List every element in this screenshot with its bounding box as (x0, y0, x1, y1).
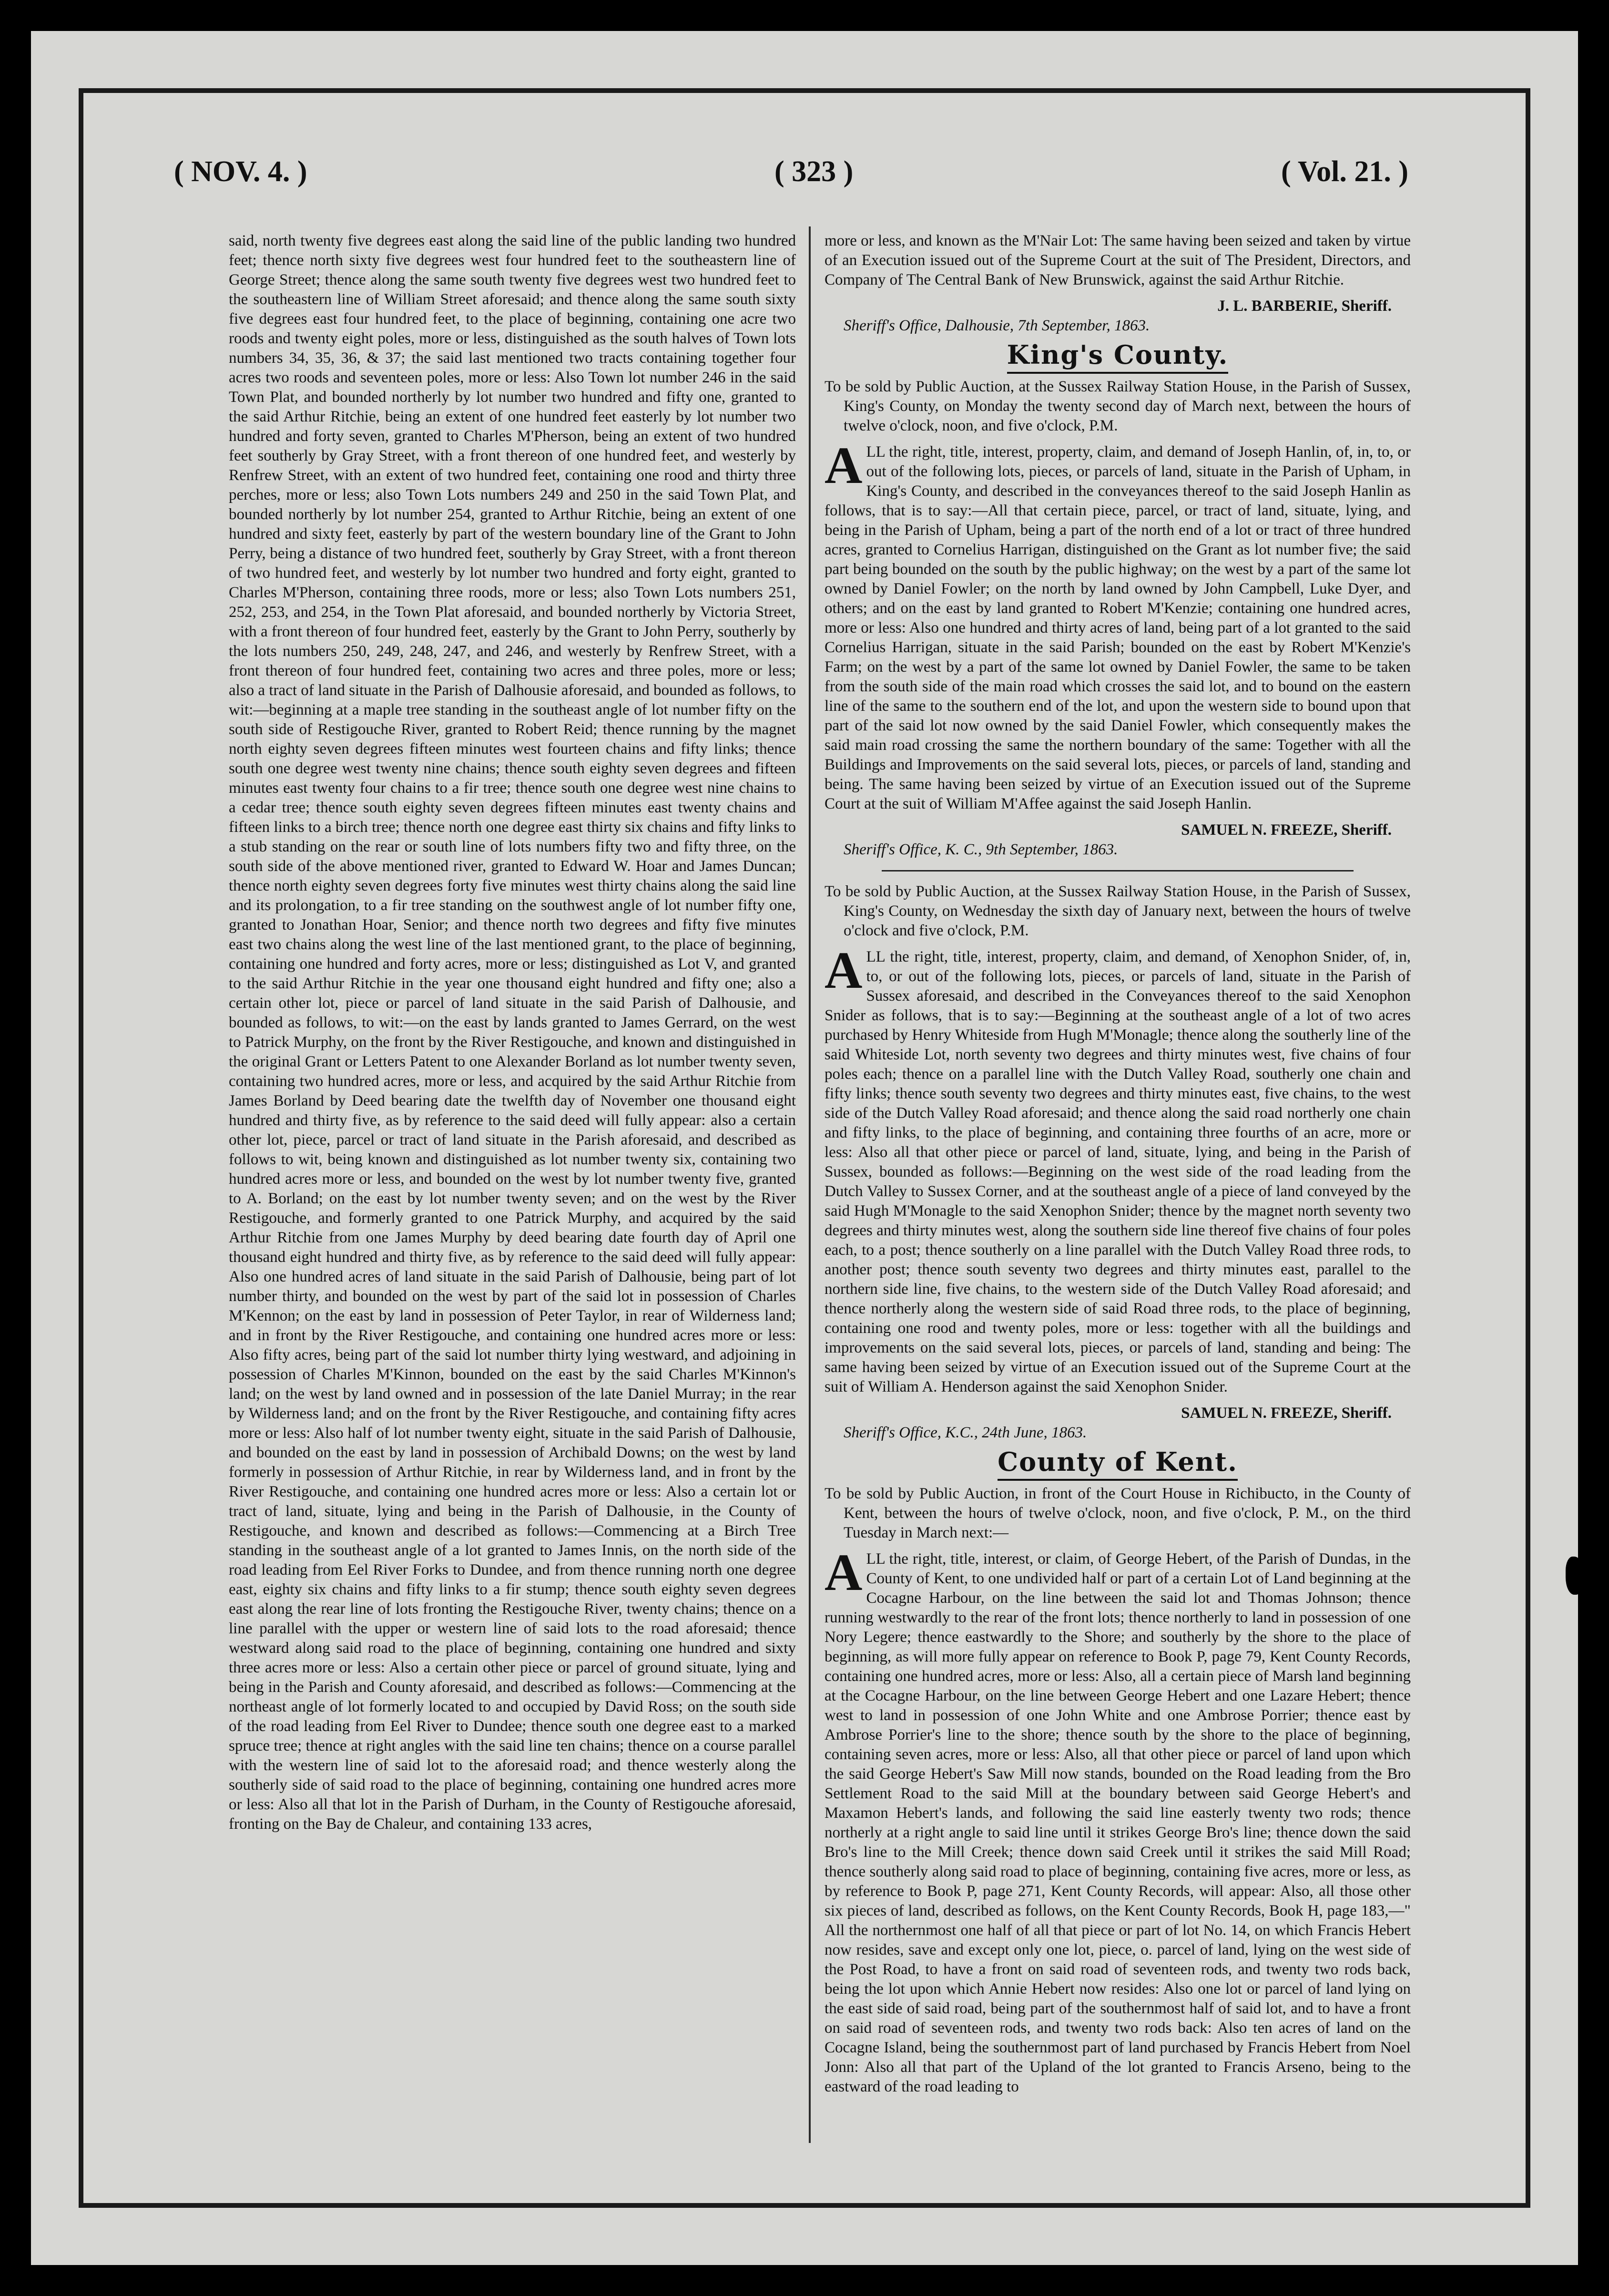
sheriff-signature-2: SAMUEL N. FREEZE, Sheriff. (1181, 821, 1392, 839)
county-heading-kings: King's County. (825, 345, 1411, 365)
left-column-text: said, north twenty five degrees east along the said line of the public landing two hundred feet; thence north sixty five degrees west four hundred feet to the southeastern line of George Street; thence along the same south twenty five degrees west two hundred feet to the southeastern line of William Street aforesaid; and thence along the same south sixty five degrees east four hundred feet, to the place of beginning, containing one acre two roods and twenty eight poles, more or less, distinguished as the south halves of Town lots numbers 34, 35, 36, & 37; the said last mentioned two tracts containing together four acres two roods and seventeen poles, more or less: Also Town lot number 246 in the said Town Plat, and bounded northerly by lot number two hundred and fifty one, granted to the said Arthur Ritchie, being an extent of one hundred feet easterly by lot number two hundred and forty seven, granted to Charles M'Pherson, being an extent of two hundred feet southerly by Gray Street, with a front thereon of one hundred feet, and westerly by Renfrew Street, with an extent of two hundred feet, containing one rood and thirty three perches, more or less; also Town Lots numbers 249 and 250 in the said Town Plat, and bounded northerly by lot number 254, granted to Arthur Ritchie, being an extent of one hundred and sixty feet, easterly by part of the western boundary line of the Grant to John Perry, being a distance of two hundred feet, southerly by Gray Street, with a front thereon of two hundred feet, and westerly by lot number two hundred and forty eight, granted to Charles M'Pherson, containing three roods, more or less; also Town Lots numbers 251, 252, 253, and 254, in the Town Plat aforesaid, and bounded northerly by Victoria Street, with a front thereon of four hundred feet, easterly by the Grant to John Perry, southerly by the lots numbers 250, 249, 248, 247, and 246, and westerly by Renfrew Street, with a front thereon of four hundred feet, containing two acres and three poles, more or less; also a tract of land situate in the Parish of Dalhousie aforesaid, and bounded as follows, to wit:—beginning at a maple tree standing in the southeast angle of lot number fifty on the south side of Restigouche River, granted to Robert Reid; thence running by the magnet north eighty seven degrees fifteen minutes west fourteen chains and fifty links; thence south one degree west twenty nine chains; thence south eighty seven degrees and fifteen minutes east twenty four chains to a fir tree; thence south one degree west nine chains to a cedar tree; thence south eighty seven degrees fifteen minutes east twenty chains and fifteen links to a birch tree; thence north one degree east thirty six chains and fifty links to a stub standing on the rear or south line of lots numbers fifty two and fifty three, on the south side of the above mentioned river, granted to Edward W. Hoar and James Duncan; thence north eighty seven degrees forty five minutes west thirty chains along the said line and its prolongation, to a fir tree standing on the southwest angle of lot number fifty one, granted to Jonathan Hoar, Senior; and thence north two degrees and fifty five minutes east two chains along the west line of the last mentioned grant, to the place of beginning, containing one hundred and forty acres, more or less; distinguished as Lot V, and granted to the said Arthur Ritchie in the year one thousand eight hundred and fifty one; also a certain other lot, piece or parcel of land situate in the said Parish of Dalhousie, and bounded as follows, to wit:—on the east by lands granted to James Gerrard, on the west to Patrick Murphy, on the front by the River Restigouche, and known and distinguished in the original Grant or Letters Patent to one Alexander Borland as lot number twenty seven, containing two hundred acres, more or less, and acquired by the said Arthur Ritchie from James Borland by Deed bearing date the twelfth day of November one thousand eight hundred and thirty five, as by reference to the said deed will fully appear: also a certain other lot, piece, parcel or tract of land situate in the Parish aforesaid, and described as follows to wit, being known and distinguished as lot number twenty six, containing two hundred acres more or less, and bounded on the west by lot number twenty five, granted to A. Borland; on the east by lot number twenty seven; and on the west by the River Restigouche, and formerly granted to one Patrick Murphy, and acquired by the said Arthur Ritchie from one James Murphy by deed bearing date fourth day of April one thousand eight hundred and thirty five, as by reference to the said deed will fully appear: Also one hundred acres of land situate in the said Parish of Dalhousie, being part of lot number thirty, and bounded on the west by part of the said lot in possession of Charles M'Kennon; on the east by land in possession of Peter Taylor, in rear of Wilderness land; and in front by the River Restigouche, and containing one hundred acres more or less: Also fifty acres, being part of the said lot number thirty lying westward, and adjoining in possession of Charles M'Kinnon, bounded on the east by the said Charles M'Kinnon's land; on the west by land owned and in possession of the late Daniel Murray; in the rear by Wilderness land; and on the front by the River Restigouche, and containing fifty acres more or less: Also half of lot number twenty eight, situate in the said Parish of Dalhousie, and bounded on the east by land in possession of Archibald Downs; on the west by land formerly in possession of Arthur Ritchie, in rear by Wilderness land, and in front by the River Restigouche, and containing one hundred acres more or less: Also a certain lot or tract of land, situate, lying and being in the Parish of Dalhousie, in the County of Restigouche, and known and described as follows:—Commencing at a Birch Tree standing in the southeast angle of a lot granted to James Innis, on the north side of the road leading from Eel River Forks to Dundee, and from thence running north one degree east, eighty six chains and fifty links to a fir stump; thence south eighty seven degrees east along the rear line of lots fronting the Restigouche River, twenty chains; thence on a line parallel with the upper or western line of said lots to the road aforesaid; thence westward along said road to the place of beginning, containing one hundred and sixty three acres more or less: Also a certain other piece or parcel of ground situate, lying and being in the Parish and County aforesaid, and described as follows:—Commencing at the northeast angle of lot formerly located to and occupied by David Ross; on the south side of the road leading from Eel River to Dundee; thence south one degree east to a marked spruce tree; thence at right angles with the said line ten chains; thence on a course parallel with the western line of said lot to the aforesaid road; and thence westerly along the southerly side of said road to the place of beginning, containing one hundred acres more or less: Also all that lot in the Parish of Durham, in the County of Restigouche aforesaid, fronting on the Bay de Chaleur, and containing 133 acres, (229, 232, 796, 1833)
sheriff-signature-1: J. L. BARBERIE, Sheriff. (1217, 297, 1392, 315)
notice-separator (882, 870, 1354, 871)
drop-cap-3: A (825, 1543, 863, 1601)
page-header (174, 155, 1408, 212)
sheriff-signature-3: SAMUEL N. FREEZE, Sheriff. (1181, 1404, 1392, 1422)
left-column (229, 231, 796, 2148)
page-number: ( 323 ) (774, 155, 854, 188)
drop-cap-2: A (825, 941, 863, 999)
notice-body-2: ALL the right, title, interest, property, claim, and demand, of Xenophon Snider, of, in, to, or out of the following lots, pieces, or parcels of land, situate in the Parish of Sussex aforesaid, and described in the Conveyances thereof to the said Xenophon Snider as follows, that is to say:—Beginning at the southeast angle of a lot of two acres purchased by Henry Whiteside from Hugh M'Monagle; thence along the southerly line of the said Whiteside Lot, north seventy two degrees and thirty minutes west, five chains of four poles each; thence on a parallel line with the Dutch Valley Road, southerly one chain and fifty links; thence south seventy two degrees and thirty minutes east, five chains, to the west side of the Dutch Valley Road aforesaid; and thence along the said road northerly one chain and fifty links, to the place of beginning, and containing three fourths of an acre, more or less: Also all that other piece or parcel of land, situate, lying, and being in the Parish of Sussex, bounded as follows:—Beginning on the west side of the road leading from the Dutch Valley to Sussex Corner, and at the southeast angle of a piece of land conveyed by the said Hugh M'Monagle to the said Xenophon Snider; thence by the magnet north seventy two degrees and thirty minutes west, along the southern side line thereof five chains of four poles each, to a post; thence southerly on a line parallel with the Dutch Valley Road three rods, to another post; thence south seventy two degrees and thirty minutes east, parallel to the northern side line, five chains, to the western side of the Dutch Valley Road aforesaid; and thence northerly along the western side of said Road three rods, to the place of beginning, containing one rood and twenty poles, more or less: together with all the buildings and improvements on the said several lots, pieces, or parcels of land, standing and being: The same having been seized by virtue of an Execution issued out of the Supreme Court at the suit of William A. Henderson against the said Xenophon Snider. (825, 941, 1411, 1395)
notice-heading-1: To be sold by Public Auction, at the Sussex Railway Station House, in the Parish of Sussex, King's County, on Monday the twenty second day of March next, between the hours of twelve o'clock, noon, and five o'clock, P.M. (825, 378, 1411, 434)
volume-number: ( Vol. 21. ) (1281, 155, 1408, 188)
county-heading-kent: County of Kent. (825, 1452, 1411, 1472)
notice-body-3: ALL the right, title, interest, or claim, of George Hebert, of the Parish of Dundas, in the County of Kent, to one undivided half or part of a certain Lot of Land beginning at the Cocagne Harbour, on the line between the said lot and Thomas Johnson; thence running westwardly to the rear of the front lots; thence northerly to land in possession of one Nory Legere; thence eastwardly to the Shore; and southerly by the shore to the place of beginning, as will more fully appear on reference to Book P, page 79, Kent County Records, containing one hundred acres, more or less: Also, all a certain piece of Marsh land beginning at the Cocagne Harbour, on the line between George Hebert and one Lazare Hebert; thence west to land in possession of one John White and one Ambrose Porrier; thence east by Ambrose Porrier's line to the shore; thence south by the shore to the place of beginning, containing seven acres, more or less: Also, all that other piece or parcel of land upon which the said George Hebert's Saw Mill now stands, bounded on the Road leading from the Bro Settlement Road to the said Mill at the boundary between said George Hebert's and Maxamon Hebert's lands, and following the said line easterly twenty two rods; thence northerly at a right angle to said line until it strikes George Bro's line; thence down the said Bro's line to the Mill Creek; thence down said Creek until it strikes the said Mill Road; thence southerly along said road to place of beginning, containing five acres, more or less, as by reference to Book P, page 271, Kent County Records, will appear: Also, all those other six pieces of land, described as follows, on the Kent County Records, Book H, page 183,—" All the northernmost one half of all that piece or part of lot No. 14, on which Francis Hebert now resides, save and except only one lot, piece, o. parcel of land, lying on the west side of the Post Road, to have a front on said road of seventeen rods, and twenty two rods back, being the lot upon which Annie Hebert now resides: Also one lot or parcel of land lying on the east side of said road, being part of the southernmost half of said lot, and to have a front on said road of seventeen rods, and twenty two rods back: Also ten acres of land on the Cocagne Island, being the southernmost part of land purchased by Francis Hebert from Noel Jonn: Also all that part of the Upland of the lot granted to Francis Arseno, being to the eastward of the road leading to (825, 1543, 1411, 2095)
notice-body-1: ALL the right, title, interest, property, claim, and demand of Joseph Hanlin, of, in, to, or out of the following lots, pieces, or parcels of land, situate in the Parish of Upham, in King's County, and described in the conveyances thereof to the said Joseph Hanlin as follows, that is to say:—All that certain piece, parcel, or tract of land, situate, lying, and being in the Parish of Upham, being a part of the north end of a lot or tract of three hundred acres, granted to Cornelius Harrigan, distinguished on the Grant as lot number five; the said part being bounded on the south by the public highway; on the west by a part of the same lot owned by Daniel Fowler; on the north by land owned by John Campbell, Luke Dyer, and others; and on the east by land granted to Robert M'Kenzie; containing one hundred acres, more or less: Also one hundred and thirty acres of land, being part of a lot granted to the said Cornelius Harrigan, situate in the said Parish; bounded on the east by Robert M'Kenzie's Farm; on the west by a part of the same lot owned by Daniel Fowler, the same to be taken from the south side of the main road which crosses the said lot, and to bound on the eastern line of the same to the southern end of the lot, and upon the western side to bound upon that part of the said lot now owned by the said Daniel Fowler, which consequently makes the said main road crossing the same the northern boundary of the same: Together with all the Buildings and Improvements on the said several lots, pieces, or parcels of land, standing and being. The same having been seized by virtue of an Execution issued out of the Supreme Court at the suit of William M'Affee against the said Joseph Hanlin. (825, 436, 1411, 812)
sheriff-office-1: Sheriff's Office, Dalhousie, 7th September, 1863. (844, 317, 1150, 334)
ink-blot (1566, 1557, 1578, 1595)
sheriff-office-2: Sheriff's Office, K. C., 9th September, 1863. (844, 841, 1118, 858)
column-divider (809, 226, 811, 2143)
newspaper-page (31, 31, 1578, 2265)
drop-cap-1: A (825, 436, 863, 494)
notice-heading-3: To be sold by Public Auction, in front of the Court House in Richibucto, in the County of Kent, between the hours of twelve o'clock, noon, and five o'clock, P. M., on the third Tuesday in March next:— (825, 1485, 1411, 1541)
right-column (825, 231, 1411, 2148)
sheriff-office-3: Sheriff's Office, K.C., 24th June, 1863. (844, 1424, 1087, 1441)
issue-date: ( NOV. 4. ) (174, 155, 307, 188)
carryover-text: more or less, and known as the M'Nair Lot: The same having been seized and taken by virtue of an Execution issued out of the Supreme Court at the suit of The President, Directors, and Company of The Central Bank of New Brunswick, against the said Arthur Ritchie. (825, 232, 1411, 288)
notice-heading-2: To be sold by Public Auction, at the Sussex Railway Station House, in the Parish of Sussex, King's County, on Wednesday the sixth day of January next, between the hours of twelve o'clock and five o'clock, P.M. (825, 883, 1411, 939)
